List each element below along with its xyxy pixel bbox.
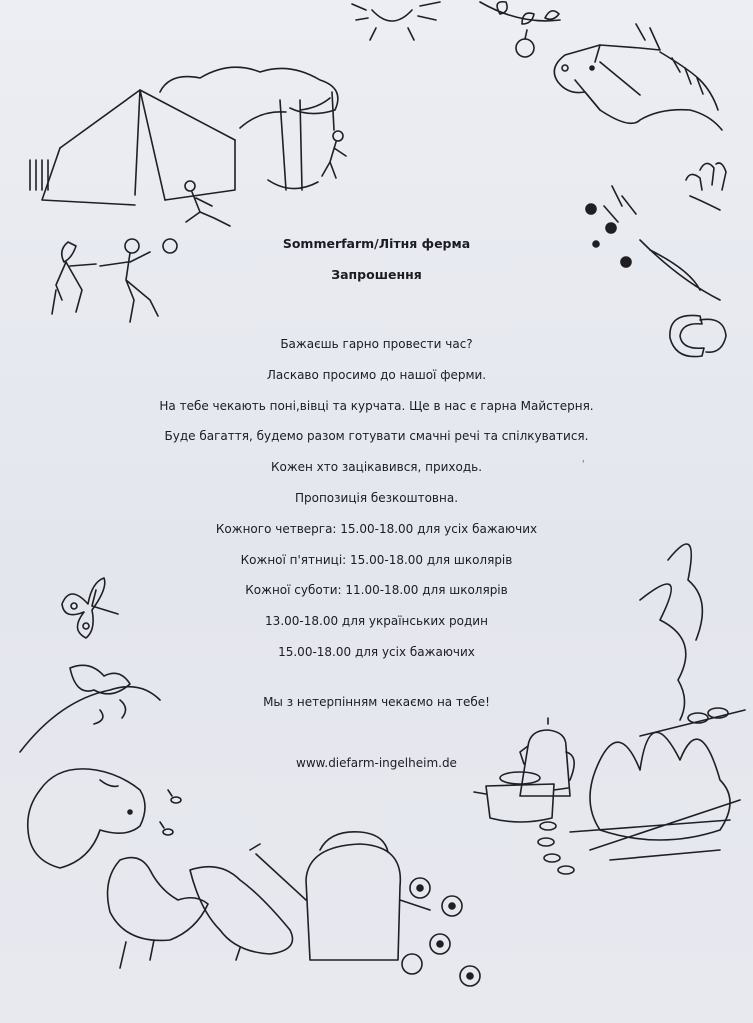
tent-icon — [30, 90, 235, 205]
schedule-line: Кожного четверга: 15.00-18.00 для усіх бажаючих — [215, 521, 538, 536]
chain-icon — [538, 822, 574, 874]
sun-icon — [352, 2, 440, 40]
flowers-icon — [402, 878, 480, 986]
chickens-icon — [108, 858, 293, 968]
apple-branch-icon — [480, 2, 560, 57]
horse-head-icon — [554, 24, 722, 130]
closing-line: Мы з нетерпінням чекаємо на тебе! — [263, 695, 490, 709]
body-line: Буде багаття, будемо разом готувати смачні речі та спілкуватися. — [164, 429, 589, 444]
bees-icon — [160, 790, 181, 835]
running-child-icon — [185, 181, 230, 226]
pot-icon — [474, 772, 568, 822]
website-link[interactable]: www.diefarm-ingelheim.de — [296, 756, 457, 770]
body-line: Ласкаво просимо до нашої ферми. — [266, 367, 487, 382]
sausage-stick-icon — [640, 708, 745, 736]
schedule-line: 13.00-18.00 для українських родин — [265, 614, 488, 629]
schedule-line: Кожної п'ятниці: 15.00-18.00 для школярів — [240, 552, 513, 567]
schedule-line: Кожної суботи: 11.00-18.00 для школярів — [245, 583, 508, 598]
invitation-body — [0, 329, 753, 668]
stray-mark: ʾ — [582, 458, 586, 471]
climbing-child-icon — [322, 92, 346, 178]
invitation-subtitle: Запрошення — [331, 267, 422, 282]
body-line: Бажаєшь гарно провести час? — [280, 337, 473, 351]
sheep-icon — [28, 769, 145, 868]
body-line: Кожен хто зацікавився, приходь. — [270, 460, 483, 475]
invitation-title: Sommerfarm/Літня ферма — [282, 236, 471, 251]
hand-icon — [686, 163, 726, 210]
body-line: Пропозиція безкоштовна. — [294, 490, 459, 505]
body-line: На тебе чекають поні,вівці та курчата. Ще в нас є гарна Майстерня. — [159, 398, 594, 413]
watering-can-icon — [250, 832, 430, 960]
tree-icon — [160, 67, 338, 190]
schedule-line: 15.00-18.00 для усіх бажаючих — [278, 644, 475, 659]
